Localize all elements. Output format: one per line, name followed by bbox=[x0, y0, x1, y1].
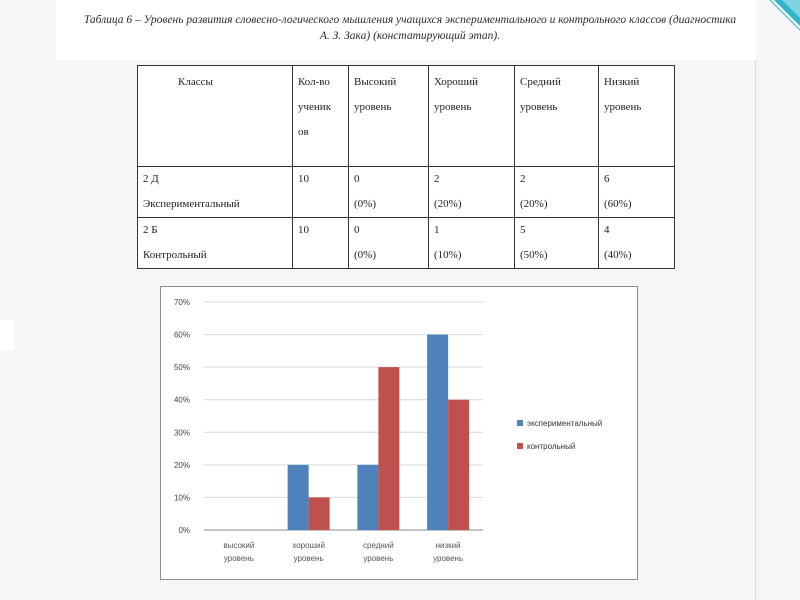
bar-chart-svg bbox=[161, 287, 637, 579]
header-low-level: Низкий уровень bbox=[599, 66, 675, 167]
right-divider bbox=[755, 60, 756, 600]
header-high-level: Высокий уровень bbox=[349, 66, 429, 167]
y-tick-label: 40% bbox=[173, 395, 190, 405]
x-tick-label: низкий уровень bbox=[433, 541, 464, 563]
cell-high: 0 (0%) bbox=[349, 218, 429, 269]
y-tick-label: 0% bbox=[178, 526, 190, 535]
header-count: Кол-во ученик ов bbox=[293, 66, 349, 167]
table-caption: Таблица 6 – Уровень развития словесно-логического мышления учащихся экспериментального и контрольного классов (диагностика А. З. Зака) (констатирующий этап). bbox=[83, 14, 737, 42]
cell-low: 4 (40%) bbox=[599, 218, 675, 269]
x-tick-label: хороший уровень bbox=[292, 541, 325, 563]
legend-swatch bbox=[517, 420, 523, 426]
cell-medium: 2 (20%) bbox=[515, 167, 599, 218]
x-tick-label: высокий уровень bbox=[223, 541, 255, 563]
header-good-level: Хороший уровень bbox=[429, 66, 515, 167]
y-tick-label: 60% bbox=[173, 330, 190, 340]
corner-accent-icon bbox=[756, 0, 800, 44]
bar-experimental bbox=[427, 335, 448, 530]
bar-control bbox=[378, 367, 399, 530]
bar-experimental bbox=[357, 465, 378, 530]
bar-control bbox=[448, 400, 469, 530]
cell-high: 0 (0%) bbox=[349, 167, 429, 218]
bar-control bbox=[309, 497, 330, 530]
y-tick-label: 20% bbox=[173, 460, 190, 470]
table-header-row bbox=[138, 66, 675, 167]
left-edge-strip bbox=[0, 320, 14, 350]
x-tick-label: средний уровень bbox=[363, 541, 394, 563]
legend-label: контрольный bbox=[527, 442, 576, 451]
legend-swatch bbox=[517, 443, 523, 449]
cell-low: 6 (60%) bbox=[599, 167, 675, 218]
y-tick-label: 10% bbox=[173, 493, 190, 503]
y-tick-label: 50% bbox=[173, 363, 190, 373]
cell-count: 10 bbox=[293, 218, 349, 269]
cell-class: 2 Д Экспериментальный bbox=[138, 167, 293, 218]
table-row bbox=[138, 218, 675, 269]
bar-chart bbox=[160, 286, 638, 580]
table-row bbox=[138, 167, 675, 218]
results-table bbox=[137, 65, 675, 269]
cell-count: 10 bbox=[293, 167, 349, 218]
legend-label: экспериментальный bbox=[527, 419, 603, 428]
cell-class: 2 Б Контрольный bbox=[138, 218, 293, 269]
y-tick-label: 30% bbox=[173, 428, 190, 438]
header-medium-level: Средний уровень bbox=[515, 66, 599, 167]
header-classes: Классы bbox=[138, 66, 293, 167]
bar-experimental bbox=[288, 465, 309, 530]
cell-good: 2 (20%) bbox=[429, 167, 515, 218]
cell-good: 1 (10%) bbox=[429, 218, 515, 269]
cell-medium: 5 (50%) bbox=[515, 218, 599, 269]
y-tick-label: 70% bbox=[173, 298, 190, 307]
